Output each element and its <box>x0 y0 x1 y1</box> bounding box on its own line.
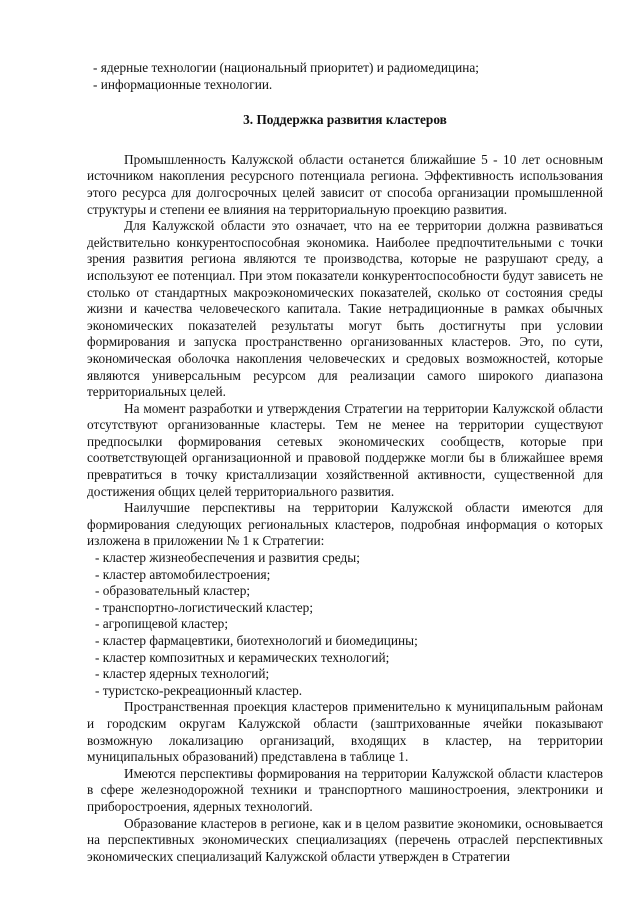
list-item: - образовательный кластер; <box>95 583 251 599</box>
paragraph: Имеются перспективы формирования на территории Калужской области кластеров в сфере железнодорожной техники и транспортного машиностроения, электроники и приборостроения, ядерных технологий. <box>87 765 603 814</box>
list-item: - кластер ядерных технологий; <box>95 666 270 682</box>
section-heading: 3. Поддержка развития кластеров <box>243 112 447 128</box>
list-item: - транспортно-логистический кластер; <box>95 599 314 615</box>
paragraph: Пространственная проекция кластеров применительно к муниципальным районам и городским округам Калужской области (заштрихованные ячейки показывают возможную локализацию организаций, входящих в кластер, на территории муниципальных образований) представлена в таблице 1. <box>87 699 603 765</box>
list-item: - кластер жизнеобеспечения и развития среды; <box>95 550 360 566</box>
cluster-list <box>87 550 603 699</box>
list-item: - кластер автомобилестроения; <box>95 566 271 582</box>
list-item: - ядерные технологии (национальный приоритет) и радиомедицина; <box>93 60 479 75</box>
list-item: - туристско-рекреационный кластер. <box>95 682 303 698</box>
list-item: - кластер фармацевтики, биотехнологий и биомедицины; <box>95 633 418 648</box>
list-item: - информационные технологии. <box>93 76 273 92</box>
paragraph: Образование кластеров в регионе, как и в целом развитие экономики, основывается на перспективных экономических специализациях (перечень отраслей перспективных экономических специализаций Калужской области утвержден в Стратегии <box>87 815 603 864</box>
intro-list <box>87 60 603 93</box>
paragraph: На момент разработки и утверждения Стратегии на территории Калужской области отсутствуют организованные кластеры. Тем не менее на территории существуют предпосылки формирования сетевых экономических сообществ, которые при соответствующей организационной и правовой поддержке могли бы в ближайшее время превратиться в точку кристаллизации хозяйственной активности, существенной для достижения общих целей территориального развития. <box>87 400 603 499</box>
paragraph: Для Калужской области это означает, что на ее территории должна развиваться действительно конкурентоспособная экономика. Наиболее предпочтительными с точки зрения развития региона являются те производства, которые не разрушают среду, а используют ее потенциал. При этом показатели конкурентоспособности будут зависеть не столько от стандартных макроэкономических показателей, сколько от состояния среды жизни и качества человеческого капитала. Такие нетрадиционные в рамках обычных экономических показателей результаты могут быть достигнуты при условии формирования и запуска пространственно организованных кластеров. Это, по сути, экономическая оболочка накопления человеческих и средовых возможностей, которые являются универсальным ресурсом для реализации самого широкого диапазона территориальных целей. <box>87 218 603 400</box>
list-item: - агропищевой кластер; <box>95 616 229 632</box>
list-item: - кластер композитных и керамических технологий; <box>95 649 390 665</box>
paragraph: Наилучшие перспективы на территории Калужской области имеются для формирования следующих региональных кластеров, подробная информация о которых изложена в приложении № 1 к Стратегии: <box>87 500 603 549</box>
paragraph: Промышленность Калужской области останется ближайшие 5 - 10 лет основным источником накопления ресурсного потенциала региона. Эффективность использования этого ресурса для долгосрочных целей зависит от способа организации промышленной структуры и степени ее влияния на территориальную проекцию развития. <box>87 151 603 217</box>
